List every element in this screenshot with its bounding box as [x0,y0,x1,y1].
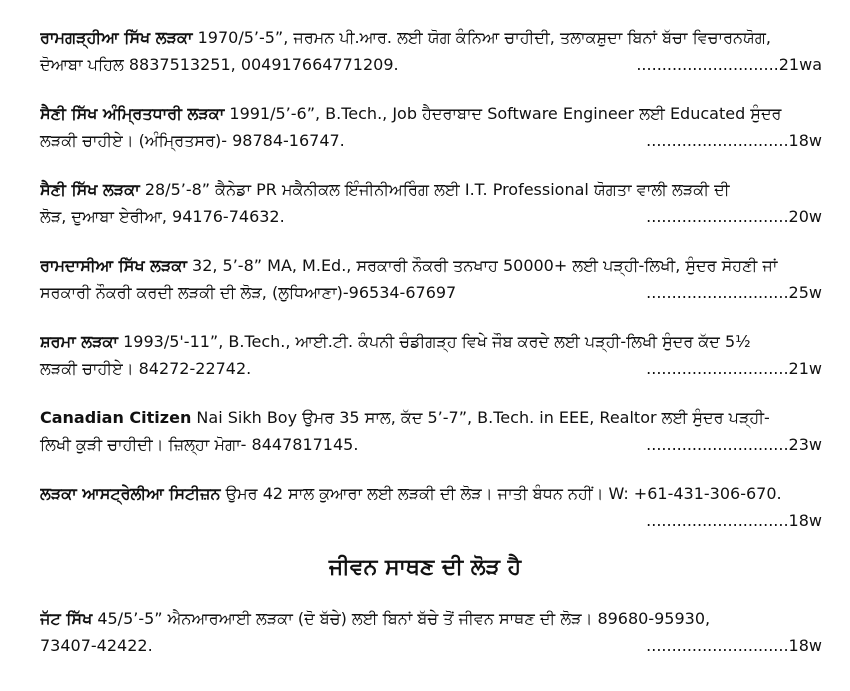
ad-code: ............................18w [646,131,822,150]
ad-listing [40,480,822,534]
ad-code: ............................23w [646,435,822,454]
ad-lead: ਲੜਕਾ ਆਸਟ੍ਰੇਲੀਆ ਸਿਟੀਜ਼ਨ [40,484,221,503]
ad-contact: ਲੋੜ, ਦੁਆਬਾ ਏਰੀਆ, 94176-74632. [40,207,285,226]
ad-listing [40,328,822,382]
ad-code: ............................25w [646,283,822,302]
ad-code: ............................18w [646,636,822,655]
ad-listing [40,605,822,659]
ad-code: ............................21w [646,359,822,378]
ad-listing [40,24,822,78]
ad-lead: Canadian Citizen [40,408,192,427]
ad-lead: ਰਾਮਗੜ੍ਹੀਆ ਸਿੱਖ ਲੜਕਾ [40,28,193,47]
ad-listing [40,176,822,230]
ad-text: 1993/5'-11”, B.Tech., ਆਈ.ਟੀ. ਕੰਪਨੀ ਚੰਡੀਗੜ੍ਹ ਵਿਖੇ ਜੌਬ ਕਰਦੇ ਲਈ ਪੜ੍ਹੀ-ਲਿਖੀ ਸੁੰਦਰ ਕੱਦ 5½ [118,332,751,351]
ad-text: ਉਮਰ 42 ਸਾਲ ਕੁਆਰਾ ਲਈ ਲੜਕੀ ਦੀ ਲੋੜ। ਜਾਤੀ ਬੰਧਨ ਨਹੀਂ। W: +61-431-306-670. [220,484,782,503]
ad-contact: ਦੋਆਬਾ ਪਹਿਲ 8837513251, 004917664771209. [40,55,399,74]
ad-lead: ਜੱਟ ਸਿੱਖ [40,609,93,628]
ad-lead: ਸੈਣੀ ਸਿੱਖ ਲੜਕਾ [40,180,140,199]
ad-code: ............................20w [646,207,822,226]
ad-text: 32, 5’-8” MA, M.Ed., ਸਰਕਾਰੀ ਨੌਕਰੀ ਤਨਖਾਹ 50000+ ਲਈ ਪੜ੍ਹੀ-ਲਿਖੀ, ਸੁੰਦਰ ਸੋਹਣੀ ਜਾਂ [186,256,778,275]
ad-listing [40,100,822,154]
ad-text: Nai Sikh Boy ਉਮਰ 35 ਸਾਲ, ਕੱਦ 5’-7”, B.Tech. in EEE, Realtor ਲਈ ਸੁੰਦਰ ਪੜ੍ਹੀ- [191,408,770,427]
ad-text: 1970/5’-5”, ਜਰਮਨ ਪੀ.ਆਰ. ਲਈ ਯੋਗ ਕੰਨਿਆ ਚਾਹੀਦੀ, ਤਲਾਕਸ਼ੁਦਾ ਬਿਨਾਂ ਬੱਚਾ ਵਿਚਾਰਨਯੋਗ, [192,28,771,47]
ad-contact: ਸਰਕਾਰੀ ਨੌਕਰੀ ਕਰਦੀ ਲੜਕੀ ਦੀ ਲੋੜ, (ਲੁਧਿਆਣਾ)-96534-67697 [40,283,457,302]
ad-listing [40,404,822,458]
ad-text: 1991/5’-6”, B.Tech., Job ਹੈਦਰਾਬਾਦ Software Engineer ਲਈ Educated ਸੁੰਦਰ [224,104,782,123]
ad-contact: 73407-42422. [40,636,153,655]
ad-contact: ਲੜਕੀ ਚਾਹੀਏ। (ਅੰਮ੍ਰਿਤਸਰ)- 98784-16747. [40,131,345,150]
ad-code: ............................18w [646,511,822,530]
ad-listing [40,252,822,306]
section-heading: ਜੀਵਨ ਸਾਥਣ ਦੀ ਲੋੜ ਹੈ [328,555,522,580]
ad-code: ............................21wa [636,55,822,74]
ad-lead: ਸੈਣੀ ਸਿੱਖ ਅੰਮ੍ਰਿਤਧਾਰੀ ਲੜਕਾ [40,104,225,123]
ad-contact: ਲੜਕੀ ਚਾਹੀਏ। 84272-22742. [40,359,252,378]
ad-contact: ਲਿਖੀ ਕੁੜੀ ਚਾਹੀਦੀ। ਜ਼ਿਲ੍ਹਾ ਮੋਗਾ- 8447817145. [40,435,359,454]
ad-lead: ਸ਼ਰਮਾ ਲੜਕਾ [40,332,119,351]
ad-text: 45/5’-5” ਐਨਆਰਆਈ ਲੜਕਾ (ਦੋ ਬੱਚੇ) ਲਈ ਬਿਨਾਂ ਬੱਚੇ ਤੋਂ ਜੀਵਨ ਸਾਥਣ ਦੀ ਲੋੜ। 89680-95930, [92,609,711,628]
ad-text: 28/5’-8” ਕੈਨੇਡਾ PR ਮਕੈਨੀਕਲ ਇੰਜੀਨੀਅਰਿੰਗ ਲਈ I.T. Professional ਯੋਗਤਾ ਵਾਲੀ ਲੜਕੀ ਦੀ [139,180,730,199]
ad-lead: ਰਾਮਦਾਸੀਆ ਸਿੱਖ ਲੜਕਾ [40,256,187,275]
